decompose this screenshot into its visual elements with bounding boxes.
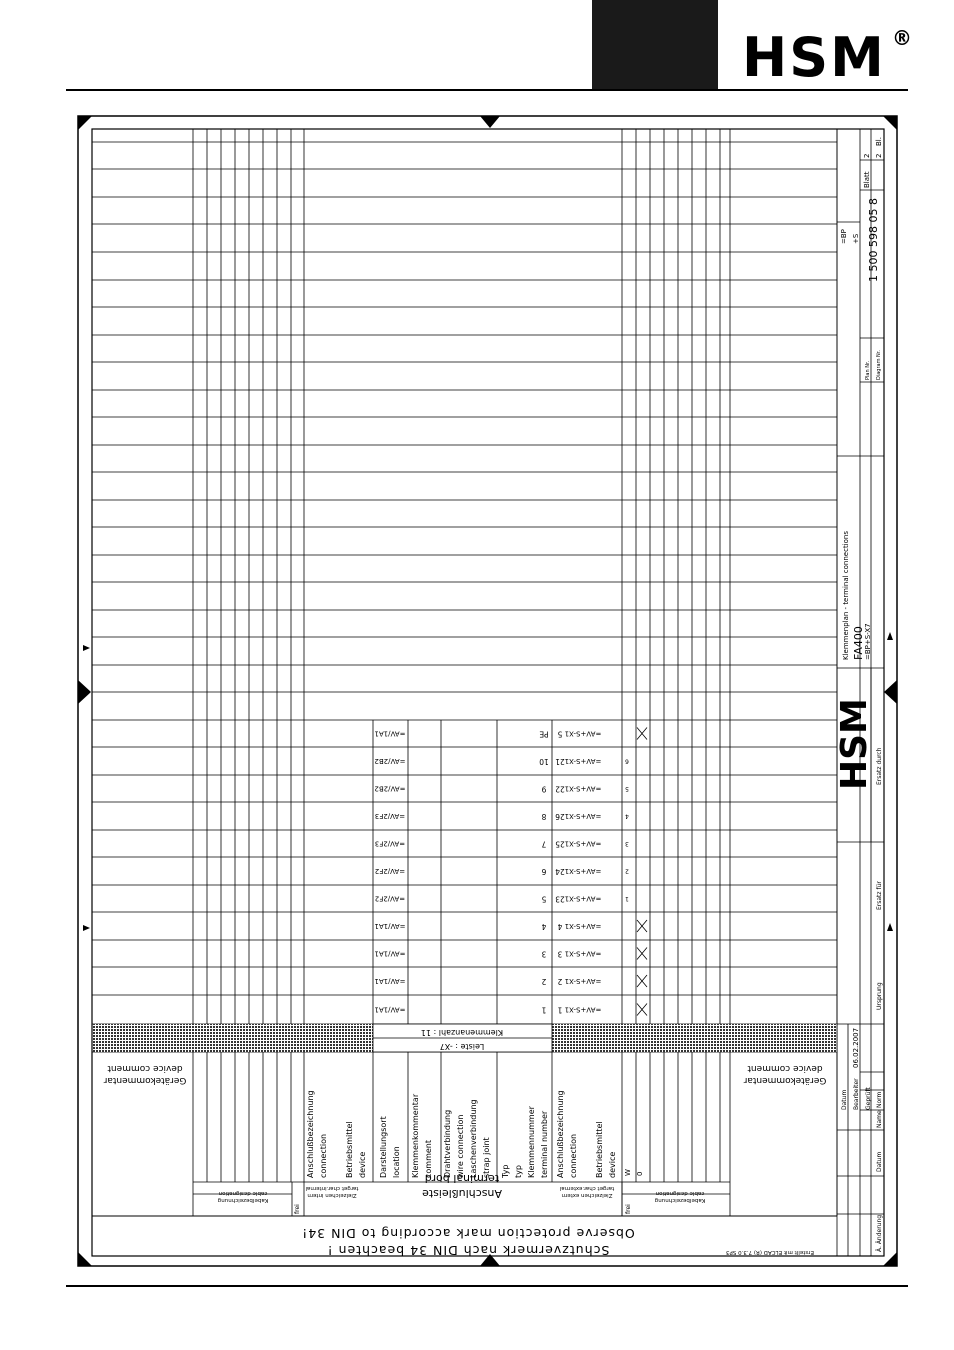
header-comment-1: comment bbox=[424, 1139, 433, 1178]
mark-o-label: 0 bbox=[636, 1171, 644, 1176]
terminal-target-internal: =AV/2B2 bbox=[374, 784, 406, 793]
terminal-connection: =AV+S-X1 bbox=[564, 1005, 602, 1014]
header-connection-right-4: device bbox=[608, 1151, 617, 1178]
terminal-cross-mark bbox=[637, 948, 647, 960]
terminal-target-internal: =AV/2F2 bbox=[374, 867, 406, 875]
registered-mark: ® bbox=[892, 26, 912, 50]
terminal-cross-mark bbox=[637, 728, 647, 740]
tb-sheets-total: 2 bbox=[875, 153, 883, 158]
centering-marks bbox=[78, 116, 897, 1266]
terminal-connection: =AV+S-X1 bbox=[564, 977, 602, 985]
tb-date: 06.02.2007 bbox=[852, 1027, 860, 1068]
strip-title-de: Anschlußleiste bbox=[422, 1187, 502, 1200]
terminal-external: 6 bbox=[625, 757, 629, 765]
terminal-connection-number: 26 bbox=[555, 812, 565, 821]
row-lines bbox=[92, 142, 837, 1052]
terminal-connection-number: 23 bbox=[555, 894, 565, 904]
terminal-number: 4 bbox=[541, 922, 547, 931]
terminal-external: 2 bbox=[625, 867, 629, 875]
terminal-connection: =AV+S-X1 bbox=[564, 757, 602, 765]
column-header-device-comment bbox=[103, 1063, 186, 1085]
tb-designation: =BP+S-X7 bbox=[864, 623, 872, 660]
terminal-connection: =AV+S-X1 bbox=[564, 949, 602, 958]
inner-frame bbox=[92, 129, 884, 1256]
terminal-row bbox=[374, 975, 647, 987]
device-comment-de: Gerätekommentar bbox=[103, 1075, 187, 1085]
protection-note-line2: Observe protection mark according to DIN 34! bbox=[301, 1226, 635, 1241]
column-header-internal bbox=[305, 1185, 358, 1198]
tb-bl: Bl. bbox=[875, 137, 883, 146]
terminal-connection-number: 22 bbox=[555, 784, 565, 794]
terminal-connection-number: 21 bbox=[555, 757, 565, 766]
program-note: Erstellt mit ELCAD (R) 7.3.0 SP3 bbox=[726, 1249, 814, 1255]
header-wire-2: Laschenverbindung bbox=[469, 1099, 478, 1178]
mark-w-label: W bbox=[624, 1169, 632, 1176]
terminal-connection: =AV+S-X1 bbox=[564, 839, 602, 848]
tb-ersatz-fuer: Ersatz für bbox=[876, 881, 883, 910]
column-header-device-comment-right bbox=[743, 1063, 826, 1085]
terminal-connection-number: 3 bbox=[557, 949, 563, 959]
terminal-cross-mark bbox=[637, 975, 647, 987]
hatch-band-mid bbox=[193, 1024, 373, 1052]
terminal-external: 1 bbox=[625, 895, 629, 902]
hatch-band-left bbox=[93, 1024, 193, 1052]
terminal-number: 7 bbox=[541, 839, 547, 849]
terminal-number: 2 bbox=[541, 977, 547, 986]
terminal-target-internal: =AV/2B2 bbox=[374, 757, 406, 765]
tb-location: +S bbox=[852, 233, 860, 244]
external-de: Zielzeichen extern bbox=[561, 1192, 613, 1198]
tb-brand-logo: HSM bbox=[834, 698, 875, 790]
terminal-number: 6 bbox=[541, 867, 547, 876]
terminal-target-internal: =AV/1A1 bbox=[374, 949, 406, 958]
terminal-row bbox=[374, 757, 628, 766]
terminal-external: 5 bbox=[625, 785, 629, 792]
tb-ersatz-durch: Ersatz durch bbox=[876, 747, 883, 785]
terminal-connection: =AV+S-X1 bbox=[564, 784, 602, 793]
terminal-number: 9 bbox=[541, 784, 547, 794]
terminal-number: 5 bbox=[541, 894, 547, 904]
header-wire-3: strap joint bbox=[482, 1137, 491, 1178]
terminal-number: 1 bbox=[541, 1005, 547, 1015]
header-connection-right-0: Anschlußbezeichnung bbox=[556, 1090, 565, 1178]
terminal-connection-number: 24 bbox=[555, 867, 565, 876]
terminal-connection: =AV+S-X1 bbox=[564, 922, 602, 930]
terminal-target-internal: =AV/1A1 bbox=[374, 1005, 406, 1014]
header-connection-left-0: Anschlußbezeichnung bbox=[306, 1090, 315, 1178]
cable-right-en: cable designation bbox=[655, 1190, 705, 1196]
terminal-connection: =AV+S-X1 bbox=[564, 812, 602, 820]
tb-model: FA400 bbox=[852, 626, 865, 660]
logo-text: HSM bbox=[742, 26, 886, 89]
header-connection-right-1: connection bbox=[569, 1133, 578, 1178]
tb-ursprung: Ursprung bbox=[876, 982, 883, 1010]
terminal-number: PE bbox=[539, 729, 549, 739]
header-location-0: Darstellungsort bbox=[379, 1116, 388, 1178]
terminal-rows bbox=[374, 728, 647, 1016]
internal-de: Zielzeichen intern bbox=[307, 1192, 357, 1198]
tb-datum2: Datum bbox=[841, 1089, 848, 1110]
protection-note-line1: Schutzvermerk nach DIN 34 beachten ! bbox=[326, 1243, 610, 1258]
terminal-row bbox=[374, 920, 647, 932]
hatch-band-right bbox=[552, 1024, 837, 1052]
terminal-cross-mark bbox=[637, 920, 647, 932]
header-type-2: Klemmennummer bbox=[527, 1106, 536, 1178]
header-location-1: location bbox=[392, 1146, 401, 1178]
terminal-connection-number: 1 bbox=[557, 1005, 563, 1015]
header-type-0: Typ bbox=[501, 1164, 510, 1178]
outer-frame bbox=[78, 116, 897, 1266]
external-en: target char.external bbox=[559, 1185, 615, 1191]
header-connection-right-3: Betriebsmittel bbox=[595, 1121, 604, 1178]
terminal-target-internal: =AV/1A1 bbox=[374, 922, 406, 930]
title-block-texts bbox=[834, 137, 883, 1252]
terminal-row bbox=[375, 840, 629, 849]
frei-right: frei bbox=[625, 1204, 632, 1214]
tb-name: Name bbox=[876, 1110, 883, 1128]
header-connection-left-3: Betriebsmittel bbox=[345, 1121, 354, 1178]
terminal-connection: =AV+S-X1 bbox=[564, 867, 602, 875]
column-header-external bbox=[559, 1185, 614, 1198]
terminal-connection-number: 25 bbox=[555, 839, 565, 849]
header-connection-left-1: connection bbox=[319, 1133, 328, 1178]
header-wire-1: wire connection bbox=[456, 1114, 465, 1178]
cable-right-de: Kabelbezeichnung bbox=[654, 1197, 706, 1203]
terminal-cross-mark bbox=[637, 1004, 647, 1016]
tb-norm: Norm bbox=[876, 1091, 883, 1108]
terminal-number: 8 bbox=[541, 812, 547, 821]
tb-title: Klemmenplan - terminal connections bbox=[842, 531, 850, 660]
device-comment-right-en: device comment bbox=[747, 1063, 823, 1073]
tb-geprueft: Geprüft bbox=[865, 1087, 872, 1110]
header-type-1: typ bbox=[514, 1165, 523, 1178]
cable-left-en: cable designation bbox=[218, 1190, 268, 1196]
terminal-connection-number: 2 bbox=[557, 977, 563, 986]
terminal-target-internal: =AV/2F2 bbox=[374, 894, 406, 903]
tb-plan-nr: Plan Nr. bbox=[865, 360, 871, 380]
terminal-connection-number: 4 bbox=[557, 922, 563, 931]
terminal-external: 3 bbox=[625, 840, 629, 847]
tb-sheet: 2 bbox=[863, 153, 871, 158]
terminal-connection: =AV+S-X1 bbox=[564, 729, 602, 738]
terminal-target-internal: =AV/1A1 bbox=[374, 729, 406, 738]
terminal-row bbox=[374, 785, 628, 794]
tb-blatt: Blatt bbox=[863, 171, 871, 188]
tb-datum: Datum bbox=[876, 1151, 883, 1172]
terminal-target-internal: =AV/2F3 bbox=[374, 812, 406, 820]
strip-leiste: Leiste : -X7 bbox=[439, 1042, 485, 1051]
terminal-target-internal: =AV/2F3 bbox=[374, 839, 406, 848]
tb-plant: =BP bbox=[840, 229, 848, 244]
header-type-3: terminal number bbox=[540, 1110, 549, 1178]
terminal-target-internal: =AV/1A1 bbox=[374, 977, 406, 985]
device-comment-right-de: Gerätekommentar bbox=[743, 1075, 827, 1085]
strip-title-en: terminal bord bbox=[424, 1172, 500, 1185]
terminal-row bbox=[374, 1004, 647, 1016]
cable-left-de: Kabelbezeichnung bbox=[217, 1197, 269, 1203]
terminal-row bbox=[375, 895, 629, 904]
title-block bbox=[837, 129, 884, 1256]
tb-bearbeiter: Bearbeiter bbox=[853, 1078, 860, 1110]
tb-diagram-nr: Diagram Nr. bbox=[876, 350, 882, 380]
terminal-row bbox=[375, 867, 629, 876]
terminal-row bbox=[374, 728, 647, 740]
terminal-connection-number: 5 bbox=[557, 729, 563, 739]
terminal-number: 10 bbox=[539, 757, 549, 766]
header-comment-0: Klemmenkommentar bbox=[411, 1093, 420, 1178]
tb-aenderung: Ä. Änderung bbox=[876, 1214, 883, 1252]
header-wire-0: Drahtverbindung bbox=[443, 1109, 452, 1178]
terminal-connection: =AV+S-X1 bbox=[564, 894, 602, 903]
terminal-external: 4 bbox=[625, 812, 629, 820]
terminal-row bbox=[375, 812, 629, 821]
column-header-cable-right bbox=[655, 1190, 705, 1203]
vertical-column-headers bbox=[306, 1090, 617, 1179]
frei-left: frei bbox=[294, 1204, 301, 1214]
column-header-cable-left bbox=[218, 1190, 268, 1203]
header-connection-left-4: device bbox=[358, 1151, 367, 1178]
column-lines bbox=[193, 129, 837, 1216]
strip-count: Klemmenanzahl : 11 bbox=[420, 1028, 504, 1037]
internal-en: target char.internal bbox=[305, 1185, 359, 1191]
tb-plan-number: 1 500 598 05 8 bbox=[867, 198, 880, 282]
terminal-number: 3 bbox=[541, 949, 547, 959]
terminal-row bbox=[374, 948, 647, 960]
device-comment-en: device comment bbox=[107, 1063, 183, 1073]
